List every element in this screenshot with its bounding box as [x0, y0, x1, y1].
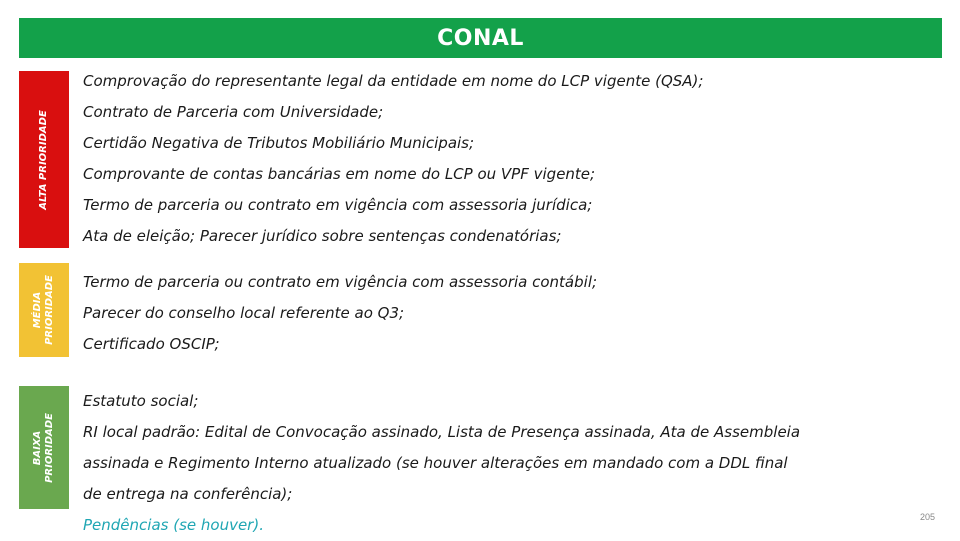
list-item: Certificado OSCIP; — [83, 335, 220, 353]
page-title: CONAL — [437, 25, 524, 51]
list-item: Parecer do conselho local referente ao Q3; — [83, 304, 405, 322]
low-priority-label-line2: PRIORIDADE — [44, 412, 55, 483]
page-number: 205 — [919, 512, 935, 522]
low-priority-label — [32, 413, 56, 483]
list-item: Contrato de Parceria com Universidade; — [83, 103, 384, 121]
high-priority-label: ALTA PRIORIDADE — [38, 109, 50, 210]
low-priority-label-line1: BAIXA — [32, 430, 43, 465]
low-priority-list — [83, 386, 800, 541]
high-priority-badge — [19, 71, 69, 248]
medium-priority-label-line2: PRIORIDADE — [44, 275, 55, 345]
list-item: Estatuto social; — [83, 392, 199, 410]
low-priority-badge — [19, 386, 69, 509]
list-item: assinada e Regimento Interno atualizado (se houver alterações em mandado com a DDL final — [83, 454, 788, 472]
list-item: Comprovante de contas bancárias em nome do LCP ou VPF vigente; — [83, 165, 596, 183]
medium-priority-badge — [19, 263, 69, 357]
header-bar — [19, 18, 942, 58]
medium-priority-label — [32, 275, 56, 345]
pending-note: Pendências (se houver). — [83, 516, 264, 534]
medium-priority-list — [83, 267, 597, 360]
list-item: de entrega na conferência); — [83, 485, 293, 503]
list-item: RI local padrão: Edital de Convocação assinado, Lista de Presença assinada, Ata de Assembleia — [83, 423, 801, 441]
high-priority-list — [83, 66, 703, 252]
list-item: Termo de parceria ou contrato em vigência com assessoria contábil; — [83, 273, 598, 291]
list-item: Termo de parceria ou contrato em vigência com assessoria jurídica; — [83, 196, 593, 214]
list-item: Comprovação do representante legal da entidade em nome do LCP vigente (QSA); — [83, 72, 704, 90]
list-item: Ata de eleição; Parecer jurídico sobre sentenças condenatórias; — [83, 227, 562, 245]
medium-priority-label-line1: MÉDIA — [32, 291, 43, 329]
list-item: Certidão Negativa de Tributos Mobiliário Municipais; — [83, 134, 475, 152]
